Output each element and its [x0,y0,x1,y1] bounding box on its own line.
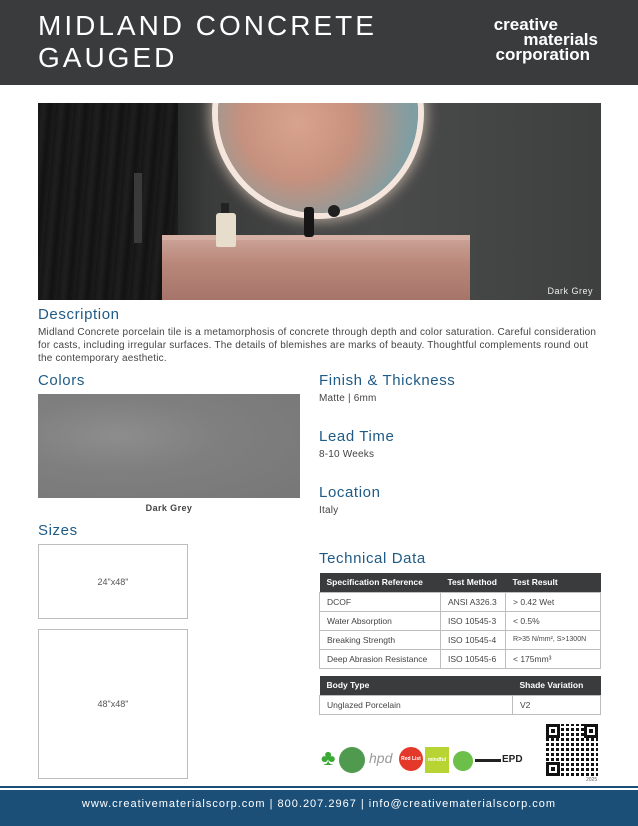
color-swatch [38,394,300,498]
round-mirror [218,103,418,213]
product-title [38,10,377,74]
table-cell: V2 [513,695,601,714]
location-heading: Location [319,484,381,501]
size-label: 48"x48" [97,699,129,709]
qr-finder-icon [546,762,560,776]
table-cell: Breaking Strength [320,630,441,649]
red-list-label: Red List Free [401,756,421,786]
hero-caption: Dark Grey [547,286,593,296]
qr-code-icon[interactable] [546,724,598,776]
table-row [320,592,601,611]
header-bar [0,0,638,85]
size-tile-48x48 [38,629,188,779]
table-cell: > 0.42 Wet [506,592,601,611]
size-tile-24x48 [38,544,188,619]
mindful-label: mindful [427,757,447,763]
column-header: Test Method [441,573,506,592]
table-cell: < 0.5% [506,611,601,630]
recycle-badge-icon [339,747,365,773]
qr-finder-icon [546,724,560,738]
table-cell: ISO 10545-6 [441,649,506,668]
size-label: 24"x48" [97,576,129,587]
title-line-2: GAUGED [38,42,178,73]
faucet [304,207,314,237]
red-list-free-icon [399,747,423,786]
column-header: Test Result [506,573,601,592]
mindful-materials-icon [425,747,449,773]
footer-divider [0,786,638,788]
description-text: Midland Concrete porcelain tile is a metamorphosis of concrete through depth and color saturation. Careful consideration for casts, including irregular surfaces. The details of blemishes are marks of beauty. Thoughtful complements round out the contemporary aesthetic. [38,327,597,364]
title-line-1: MIDLAND CONCRETE [38,10,377,41]
green-leaf-badge-icon [453,751,473,771]
hero-image [38,103,601,300]
table-header-row [320,573,601,592]
swatch-caption: Dark Grey [145,503,193,513]
leed-clover-icon: ♣ [321,745,336,770]
table-row [320,611,601,630]
table-cell: ISO 10545-3 [441,611,506,630]
wood-panel [38,103,178,300]
table-cell: R>35 N/mm², S>1300N [506,630,601,649]
faucet-handle [328,205,340,217]
finish-heading: Finish & Thickness [319,372,456,389]
qr-finder-icon [584,724,598,738]
technical-heading: Technical Data [319,550,426,567]
table-row [320,630,601,649]
table-cell: < 175mm³ [506,649,601,668]
soap-pump [221,203,229,213]
description-heading: Description [38,306,120,323]
hpd-logo-icon: hpd [369,750,393,766]
epd-logo-icon: EPD [502,754,523,765]
table-header-row [320,676,601,695]
lead-time-heading: Lead Time [319,428,395,445]
qr-year: 2025 [586,777,598,783]
logo-line-2: materials [523,30,598,49]
table-cell: ISO 10545-4 [441,630,506,649]
column-header: Specification Reference [320,573,441,592]
marble-sink [162,240,470,300]
table-row [320,649,601,668]
sizes-heading: Sizes [38,522,78,539]
table-cell: DCOF [320,592,441,611]
table-cell: Deep Abrasion Resistance [320,649,441,668]
wall-strip [134,173,142,243]
logo-line-3: corporation [495,45,590,64]
table-cell: Water Absorption [320,611,441,630]
footer-contact: www.creativematerialscorp.com | 800.207.2967 | info@creativematerialscorp.com [0,790,638,826]
body-type-table [319,676,601,715]
technical-table [319,573,601,669]
colors-heading: Colors [38,372,85,389]
column-header: Shade Variation [513,676,601,695]
logo-line-1: creative [493,15,558,34]
table-cell: ANSI A326.3 [441,592,506,611]
lead-time-value: 8-10 Weeks [319,449,375,460]
location-value: Italy [319,505,339,516]
company-logo [494,17,598,62]
epd-line-icon [475,759,501,762]
table-row [320,695,601,714]
column-header: Body Type [320,676,513,695]
soap-bottle [216,213,236,247]
finish-value: Matte | 6mm [319,393,377,404]
table-cell: Unglazed Porcelain [320,695,513,714]
